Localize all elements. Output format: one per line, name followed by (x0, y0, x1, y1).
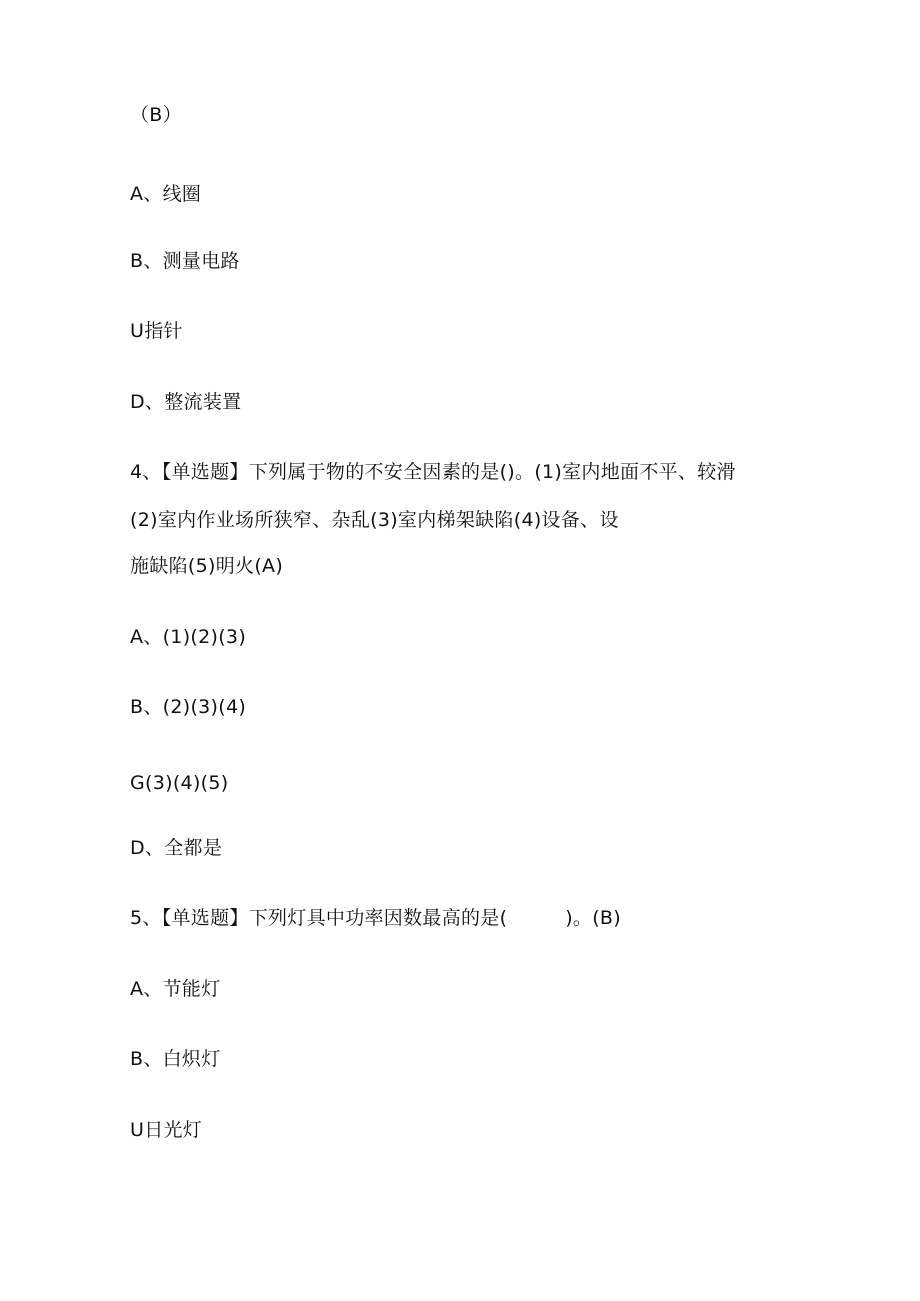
q4-option-d: D、全都是 (130, 837, 223, 859)
q4-option-a: A、(1)(2)(3) (130, 626, 247, 648)
q3-option-a: A、线圈 (130, 183, 202, 205)
q3-option-b: B、测量电路 (130, 250, 240, 272)
q3-option-d: D、整流装置 (130, 391, 242, 413)
q4-stem-line2: (2)室内作业场所狭窄、杂乱(3)室内梯架缺陷(4)设备、设 (130, 509, 619, 531)
q5-stem: 5、【单选题】下列灯具中功率因数最高的是( )。(B) (130, 907, 621, 929)
q4-stem-line3: 施缺陷(5)明火(A) (130, 555, 284, 577)
q4-option-c: G(3)(4)(5) (130, 772, 229, 794)
q3-answer: （B） (130, 104, 182, 126)
q3-option-c: U指针 (130, 320, 183, 342)
q4-option-b: B、(2)(3)(4) (130, 696, 247, 718)
q5-option-a: A、节能灯 (130, 978, 221, 1000)
q5-option-b: B、白炽灯 (130, 1048, 221, 1070)
q4-stem-line1: 4、【单选题】下列属于物的不安全因素的是()。(1)室内地面不平、较滑 (130, 461, 736, 483)
q5-option-c: U日光灯 (130, 1119, 203, 1141)
